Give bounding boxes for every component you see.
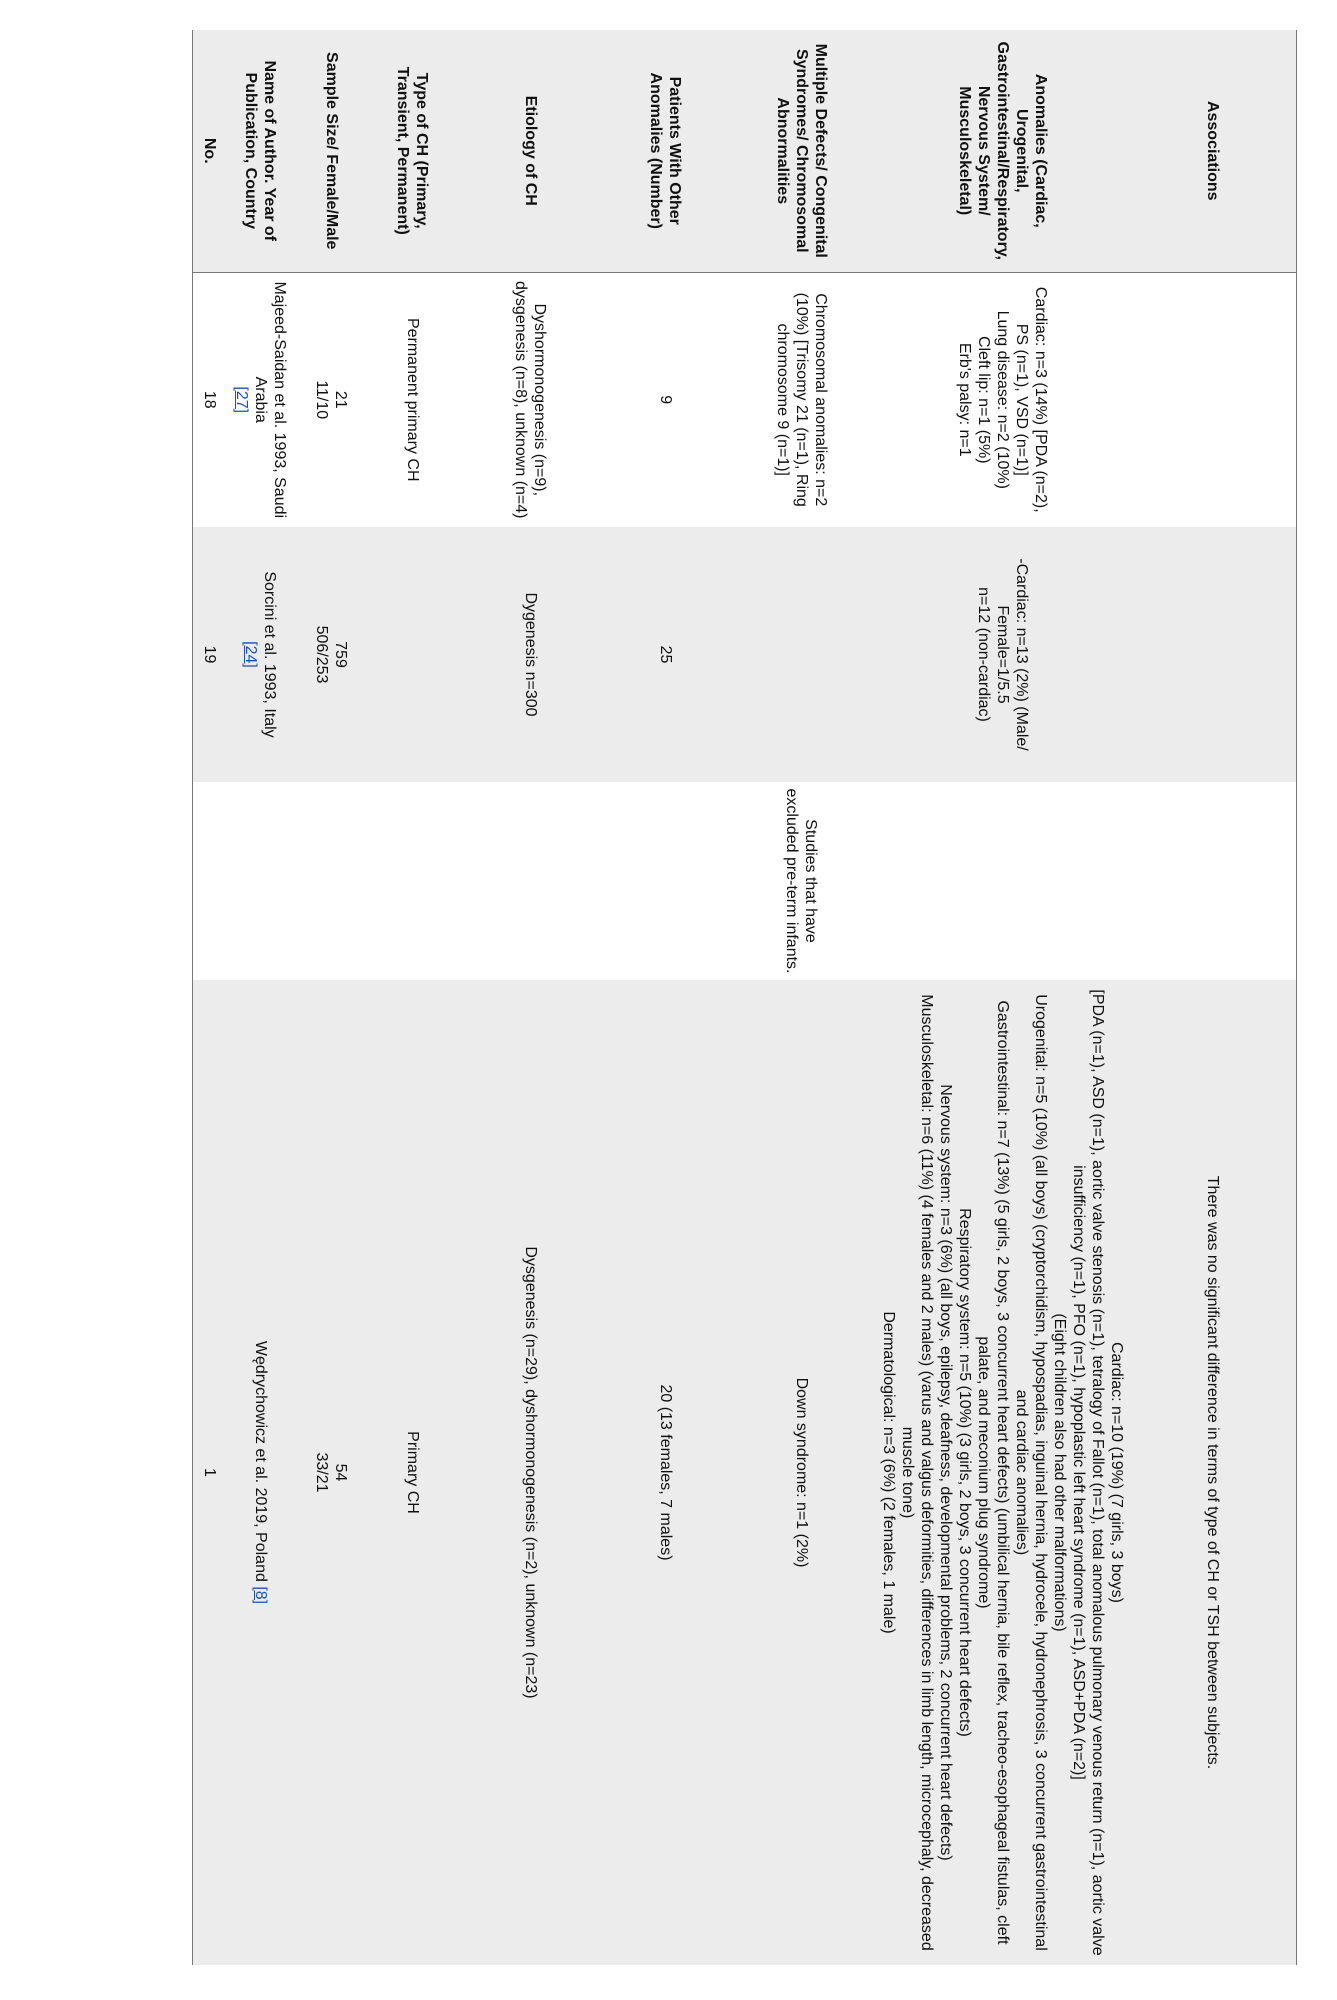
sample-size-value: 21: [332, 390, 350, 409]
congenital-hypothyroidism-anomalies-table: [192, 30, 1297, 1965]
study-18-type-of-ch: Permanent primary CH: [404, 317, 421, 482]
study-19-sample-size: [295, 527, 369, 782]
row-anomalies: [877, 30, 1129, 1965]
row-number: [193, 30, 227, 1965]
study-18-anomalies: [877, 272, 1129, 527]
note-associations: [1129, 782, 1297, 980]
study-1-author: [227, 980, 295, 1965]
study-19-patients-other: 25: [605, 527, 727, 782]
note-excluded-preterm: Studies that have excluded pre-term infants.: [783, 788, 820, 974]
anomaly-line: Gastrointestinal: n=7 (13%) (5 girls, 2 boys, 3 concurrent heart defects) (umbilical hernia, bile reflex, tracheo-esophageal fistulas, cleft palate, and meconium plug syndrome): [975, 1000, 1011, 1945]
author-text: Majeed-Saidan et al. 1993, Saudi Arabia: [252, 281, 288, 519]
study-1-associations: There was no significant difference in terms of type of CH or TSH between subjects.: [1129, 980, 1297, 1965]
note-type-of-ch: [369, 782, 457, 980]
header-anomalies: Anomalies (Cardiac, Urogenital, Gastrointestinal/Respiratory, Nervous System/ Musculoskeletal): [877, 30, 1129, 272]
study-19-anomalies: [877, 527, 1129, 782]
anomaly-line: Cleft lip: n=1 (5%): [975, 335, 992, 464]
anomaly-line: Musculoskeletal: n=6 (11%) (4 females and 2 males) (varus and valgus deformities, differences in limb length, microcephaly, decreased muscle tone): [899, 994, 935, 1951]
row-etiology: [457, 30, 605, 1965]
sample-size-value: 759: [332, 641, 350, 668]
female-male-value: 33/21: [313, 1452, 331, 1493]
female-male-value: 11/10: [313, 380, 331, 420]
study-18-sample-size: [295, 272, 369, 527]
study-19-no: 19: [193, 527, 227, 782]
anomaly-line: Cardiac: n=10 (19%) (7 girls, 3 boys): [1108, 1342, 1125, 1603]
note-anomalies: [877, 782, 1129, 980]
anomaly-line: Erb's palsy: n=1: [956, 342, 973, 457]
reference-link[interactable]: [8]: [252, 1586, 269, 1605]
row-type-of-ch: [369, 30, 457, 1965]
study-18-etiology: Dyshormonogenesis (n=9), dysgenesis (n=8), unknown (n=4): [512, 281, 549, 519]
study-19-author: [227, 527, 295, 782]
study-18-no: 18: [193, 272, 227, 527]
row-author: [227, 30, 295, 1965]
study-19-multiple-defects: [727, 527, 877, 782]
row-sample-size: [295, 30, 369, 1965]
header-multiple-defects: Multiple Defects/ Congenital Syndromes/ Chromosomal Abnormalities: [727, 30, 877, 272]
study-19-etiology: Dygenesis n=300: [457, 527, 605, 782]
study-18-patients-other: 9: [657, 395, 674, 405]
anomaly-line: [PDA (n=1), ASD (n=1), aortic valve stenosis (n=1), tetralogy of Fallot (n=1), total anomalous pulmonary venous return (n=1), aortic valve insufficiency (n=1), PFO (n=1), hypoplastic left heart syndrome (n=1), ASD+PDA (n=2)]: [1070, 989, 1106, 1956]
anomaly-line: -Cardiac: n=13 (2%) (Male/ Female=1/5.5: [994, 558, 1030, 751]
reference-link[interactable]: [27]: [233, 386, 250, 414]
study-1-type-of-ch: Primary CH: [369, 980, 457, 1965]
study-18-multiple-defects: Chromosomal anomalies: n=2 (10%) [Trisomy 21 (n=1), Ring chromosome 9 (n=1)]: [774, 292, 829, 507]
study-18-author: [227, 272, 295, 527]
header-sample-size: Sample Size/ Female/Male: [295, 30, 369, 272]
anomaly-line: n=12 (non-cardiac): [975, 587, 992, 722]
female-male-value: 506/253: [313, 625, 331, 684]
study-1-patients-other: 20 (13 females, 7 males): [605, 980, 727, 1965]
header-associations: Associations: [1129, 30, 1297, 272]
study-18-associations: [1129, 272, 1297, 527]
reference-link[interactable]: [24]: [242, 641, 260, 668]
study-19-type-of-ch: [369, 527, 457, 782]
author-text: Sorcini et al. 1993, Italy: [261, 571, 279, 738]
note-no: [193, 782, 227, 980]
header-etiology: Etiology of CH: [457, 30, 605, 272]
study-19-associations: [1129, 527, 1297, 782]
row-patients-other-anomalies: [605, 30, 727, 1965]
sample-size-value: 54: [332, 1463, 350, 1482]
anomaly-line: Nervous system: n=3 (6%) (all boys, epilepsy, deafness, developmental problems, 2 concurrent heart defects): [937, 1084, 954, 1861]
header-type-of-ch: Type of CH (Primary, Transient, Permanent): [369, 30, 457, 272]
anomaly-line: Dermatological: n=3 (6%) (2 females, 1 male): [880, 1311, 897, 1634]
header-no: No.: [193, 30, 227, 272]
study-1-multiple-defects: Down syndrome: n=1 (2%): [727, 980, 877, 1965]
study-1-anomalies: [877, 980, 1129, 1965]
study-1-sample-size: [295, 980, 369, 1965]
header-author: Name of Author. Year of Publication, Country: [227, 30, 295, 272]
anomaly-line: Lung disease: n=2 (10%): [994, 310, 1011, 489]
row-multiple-defects: [727, 30, 877, 1965]
row-associations: [1129, 30, 1297, 1965]
anomaly-line: Cardiac: n=3 (14%) [PDA (n=2), PS (n=1), VSD (n=1)]: [1013, 286, 1049, 513]
header-patients-other: Patients With Other Anomalies (Number): [605, 30, 727, 272]
note-author: [227, 782, 295, 980]
note-etiology: [457, 782, 605, 980]
anomaly-line: Respiratory system: n=5 (10%) (3 girls, 2 boys, 3 concurrent heart defects): [956, 1208, 973, 1737]
note-sample-size: [295, 782, 369, 980]
anomaly-line: Urogenital: n=5 (10%) (all boys) (cryptorchidism, hypospadias, inguinal hernia, hydrocele, hydronephrosis, 3 concurrent gastrointestinal and cardiac anomalies): [1013, 994, 1049, 1951]
study-1-etiology: Dysgenesis (n=29), dyshormonogenesis (n=2), unknown (n=23): [457, 980, 605, 1965]
author-text: Wędrychowicz et al. 2019, Poland: [252, 1340, 269, 1582]
anomaly-line: (Eight children also had other malformations): [1051, 1313, 1068, 1632]
study-1-no: 1: [193, 980, 227, 1965]
note-patients-other: [605, 782, 727, 980]
